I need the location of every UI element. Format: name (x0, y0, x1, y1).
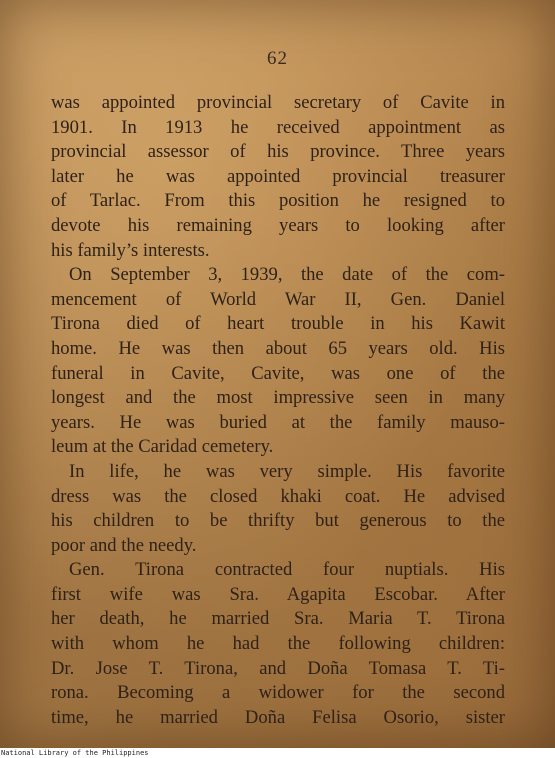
text-line: Gen. Tirona contracted four nuptials. His (69, 559, 505, 581)
text-line: later he was appointed provincial treasurer (51, 165, 505, 187)
text-line: longest and the most impressive seen in many (51, 387, 505, 409)
text-line: mencement of World War II, Gen. Daniel (51, 288, 505, 310)
text-line: time, he married Doña Felisa Osorio, sister (51, 706, 505, 728)
text-line: On September 3, 1939, the date of the com- (69, 264, 505, 286)
text-line: of Tarlac. From this position he resigned to (51, 190, 505, 212)
text-line: leum at the Caridad cemetery. (51, 436, 274, 458)
text-line: Tirona died of heart trouble in his Kawit (51, 313, 505, 335)
body-text (51, 91, 505, 730)
text-line: her death, he married Sra. Maria T. Tirona (51, 608, 505, 630)
library-credit: National Library of the Philippines (1, 749, 149, 757)
text-line: his family’s interests. (51, 239, 210, 261)
text-line: years. He was buried at the family mauso- (51, 411, 505, 433)
text-line: rona. Becoming a widower for the second (51, 682, 505, 704)
text-line: home. He was then about 65 years old. His (51, 337, 505, 359)
text-line: poor and the needy. (51, 534, 197, 556)
text-line: devote his remaining years to looking after (51, 214, 505, 236)
text-line: was appointed provincial secretary of Cavite in (51, 92, 505, 113)
text-line: funeral in Cavite, Cavite, was one of the (51, 362, 505, 384)
text-line: provincial assessor of his province. Three years (51, 141, 505, 163)
text-line: Dr. Jose T. Tirona, and Doña Tomasa T. Ti- (51, 657, 505, 679)
text-line: 1901. In 1913 he received appointment as (51, 116, 505, 138)
page-number: 62 (267, 48, 288, 69)
text-line: first wife was Sra. Agapita Escobar. After (51, 583, 505, 605)
text-line: In life, he was very simple. His favorite (69, 460, 505, 482)
text-line: with whom he had the following children: (51, 633, 505, 655)
text-line: his children to be thrifty but generous to the (51, 510, 505, 532)
text-line: dress was the closed khaki coat. He advised (51, 485, 505, 507)
